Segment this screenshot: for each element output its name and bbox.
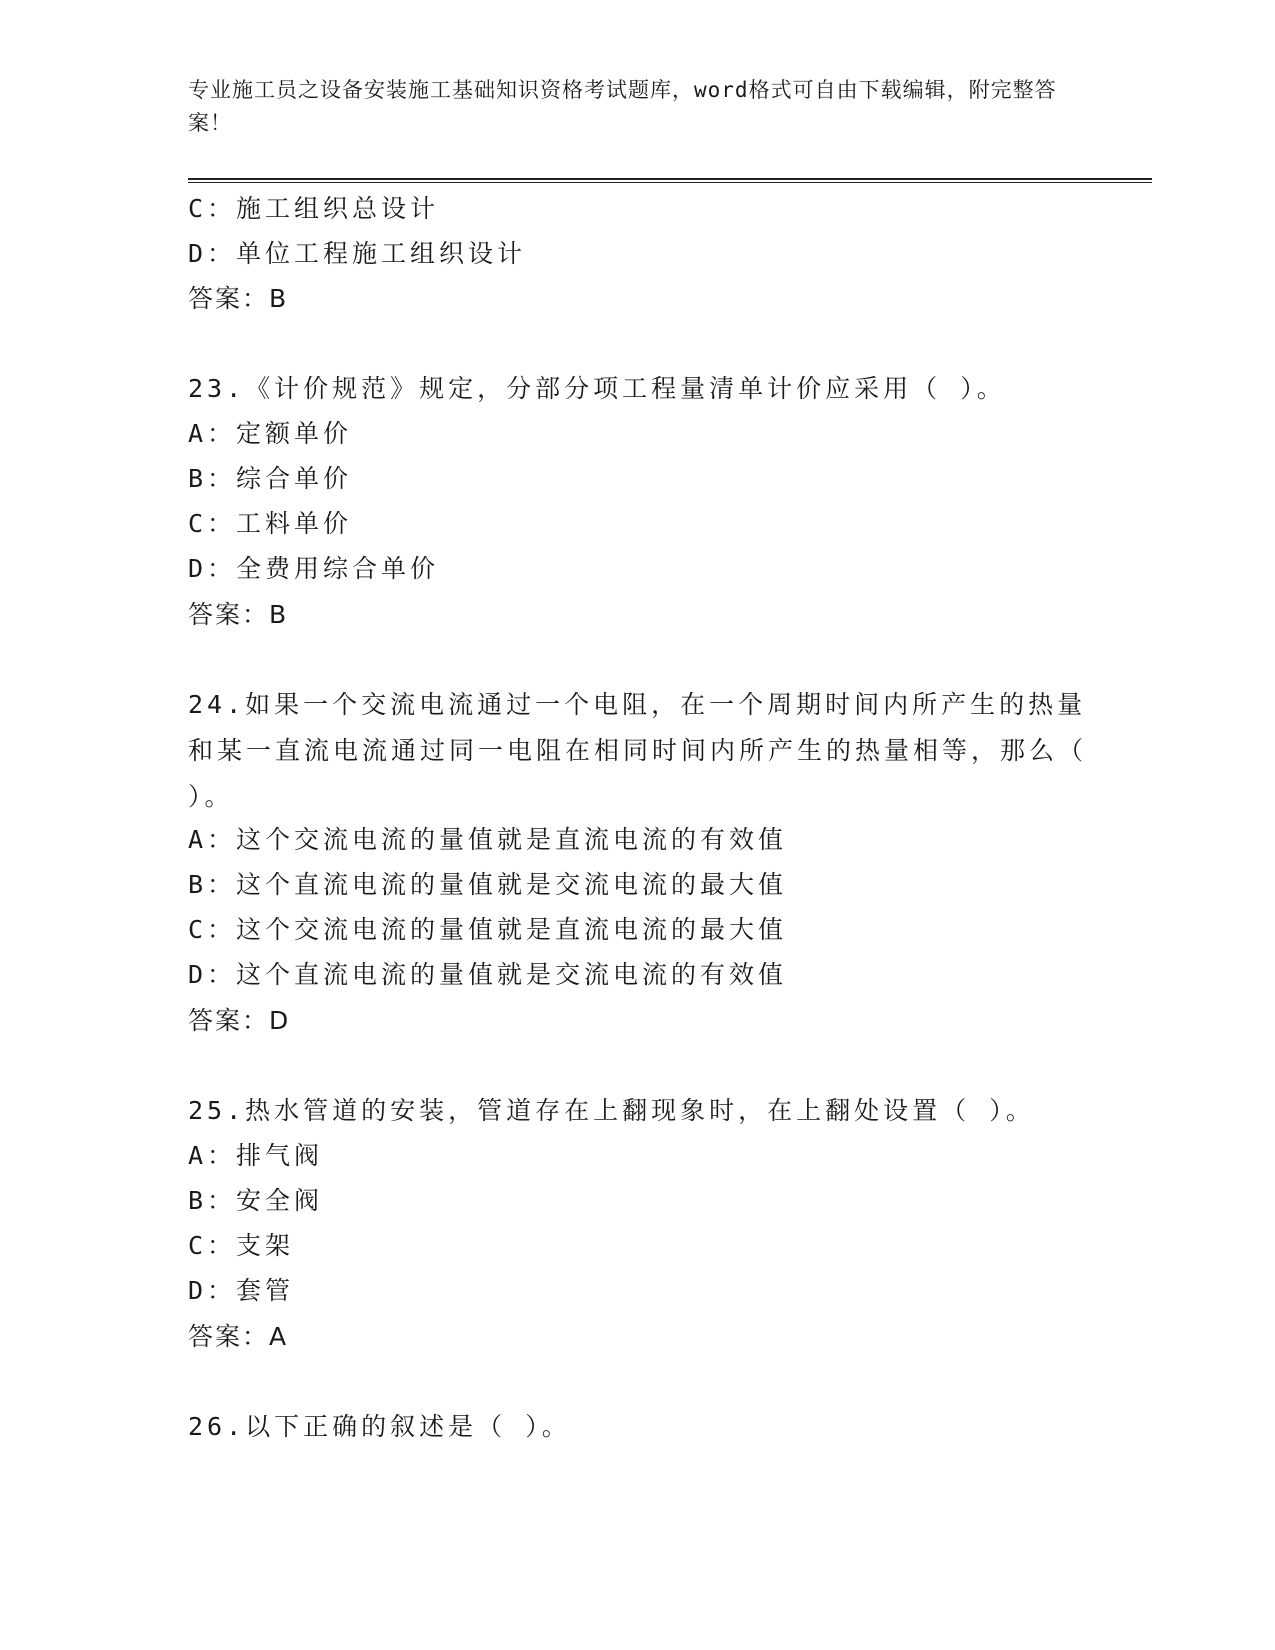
q24-question: 24.如果一个交流电流通过一个电阻，在一个周期时间内所产生的热量和某一直流电流通过同一电阻在相同时间内所产生的热量相等，那么（ ）。 <box>188 690 1088 811</box>
q26-question: 26.以下正确的叙述是（ ）。 <box>188 1412 571 1441</box>
q22-option-d: D：单位工程施工组织设计 <box>188 239 527 268</box>
q23-option-c: C：工料单价 <box>188 509 353 538</box>
q24-answer: 答案：D <box>188 1006 291 1035</box>
document-header: 专业施工员之设备安装施工基础知识资格考试题库，word格式可自由下载编辑，附完整答案！ <box>188 78 1057 135</box>
q25-option-a: A：排气阀 <box>188 1141 324 1170</box>
q23-answer: 答案：B <box>188 600 289 629</box>
q24-option-d: D：这个直流电流的量值就是交流电流的有效值 <box>188 960 788 989</box>
header-rule-thin <box>188 182 1152 183</box>
q22-option-c: C：施工组织总设计 <box>188 194 440 223</box>
q25-answer: 答案：A <box>188 1322 289 1351</box>
q23-option-d: D：全费用综合单价 <box>188 554 440 583</box>
q23-option-a: A：定额单价 <box>188 419 353 448</box>
q25-option-c: C：支架 <box>188 1231 295 1260</box>
q24-option-b: B：这个直流电流的量值就是交流电流的最大值 <box>188 870 788 899</box>
q24-option-a: A：这个交流电流的量值就是直流电流的有效值 <box>188 825 788 854</box>
q23-option-b: B：综合单价 <box>188 464 353 493</box>
q25-question: 25.热水管道的安装，管道存在上翻现象时，在上翻处设置（ ）。 <box>188 1096 1035 1125</box>
q25-option-b: B：安全阀 <box>188 1186 324 1215</box>
q22-answer: 答案：B <box>188 284 289 313</box>
header-rule-thick <box>188 178 1152 180</box>
q24-option-c: C：这个交流电流的量值就是直流电流的最大值 <box>188 915 788 944</box>
q23-question: 23.《计价规范》规定，分部分项工程量清单计价应采用（ ）。 <box>188 374 1006 403</box>
q25-option-d: D：套管 <box>188 1276 295 1305</box>
